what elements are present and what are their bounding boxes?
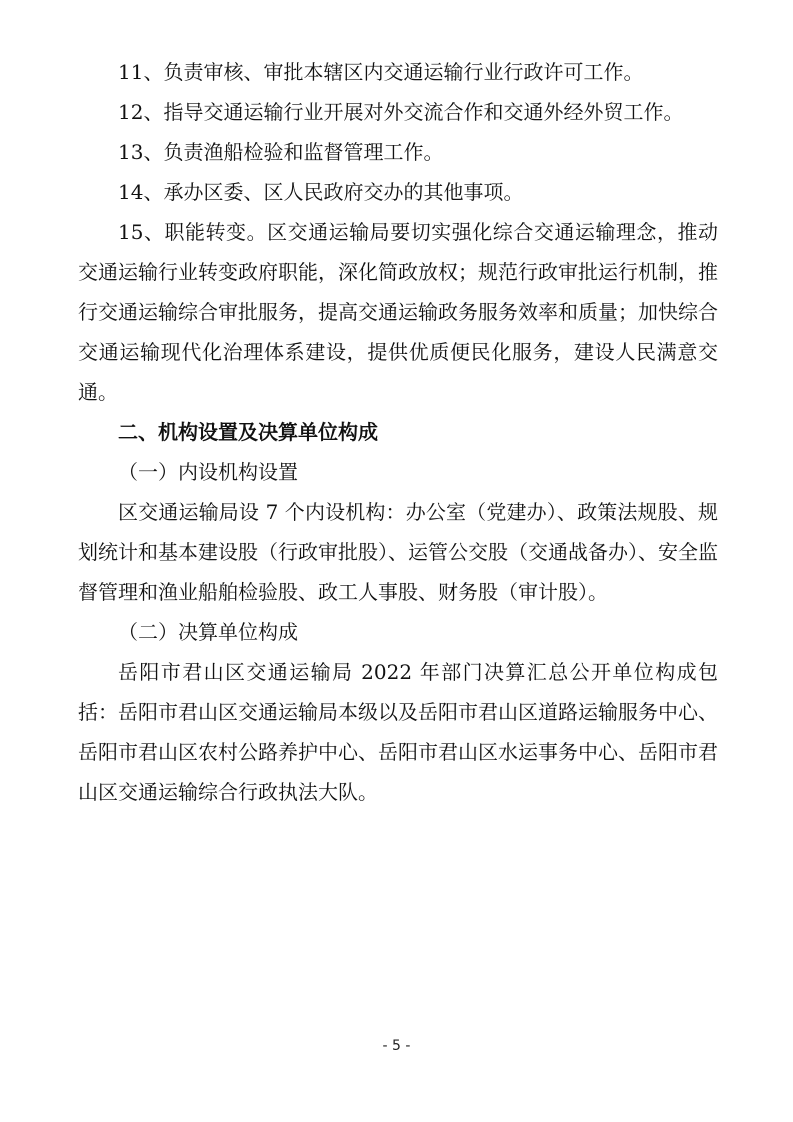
list-item-14: 14、承办区委、区人民政府交办的其他事项。 xyxy=(118,180,524,204)
subsection-internal-structure-body: 区交通运输局设 7 个内设机构：办公室（党建办）、政策法规股、规划统计和基本建设股（行政审批股）、运管公交股（交通战备办）、安全监督管理和渔业船舶检验股、政工人事股、财务股（审计股）。 xyxy=(78,500,718,604)
subsection-accounting-units-body: 岳阳市君山区交通运输局 2022 年部门决算汇总公开单位构成包括：岳阳市君山区交通运输局本级以及岳阳市君山区道路运输服务中心、岳阳市君山区农村公路养护中心、岳阳市君山区水运事务中心、岳阳市君山区交通运输综合行政执法大队。 xyxy=(78,660,718,804)
subsection-internal-structure-title: （一）内设机构设置 xyxy=(118,460,298,484)
document-body xyxy=(78,52,718,812)
list-item-13: 13、负责渔船检验和监督管理工作。 xyxy=(118,140,444,164)
list-item-12: 12、指导交通运输行业开展对外交流合作和交通外经外贸工作。 xyxy=(118,100,684,124)
section-heading: 二、机构设置及决算单位构成 xyxy=(118,420,378,444)
page-number: - 5 - xyxy=(382,1038,411,1054)
subsection-accounting-units-title: （二）决算单位构成 xyxy=(118,620,298,644)
list-item-11: 11、负责审核、审批本辖区内交通运输行业行政许可工作。 xyxy=(118,60,644,84)
list-item-15: 15、职能转变。区交通运输局要切实强化综合交通运输理念，推动交通运输行业转变政府职能，深化简政放权；规范行政审批运行机制，推行交通运输综合审批服务，提高交通运输政务服务效率和质量；加快综合交通运输现代化治理体系建设，提供优质便民化服务，建设人民满意交通。 xyxy=(78,220,718,404)
